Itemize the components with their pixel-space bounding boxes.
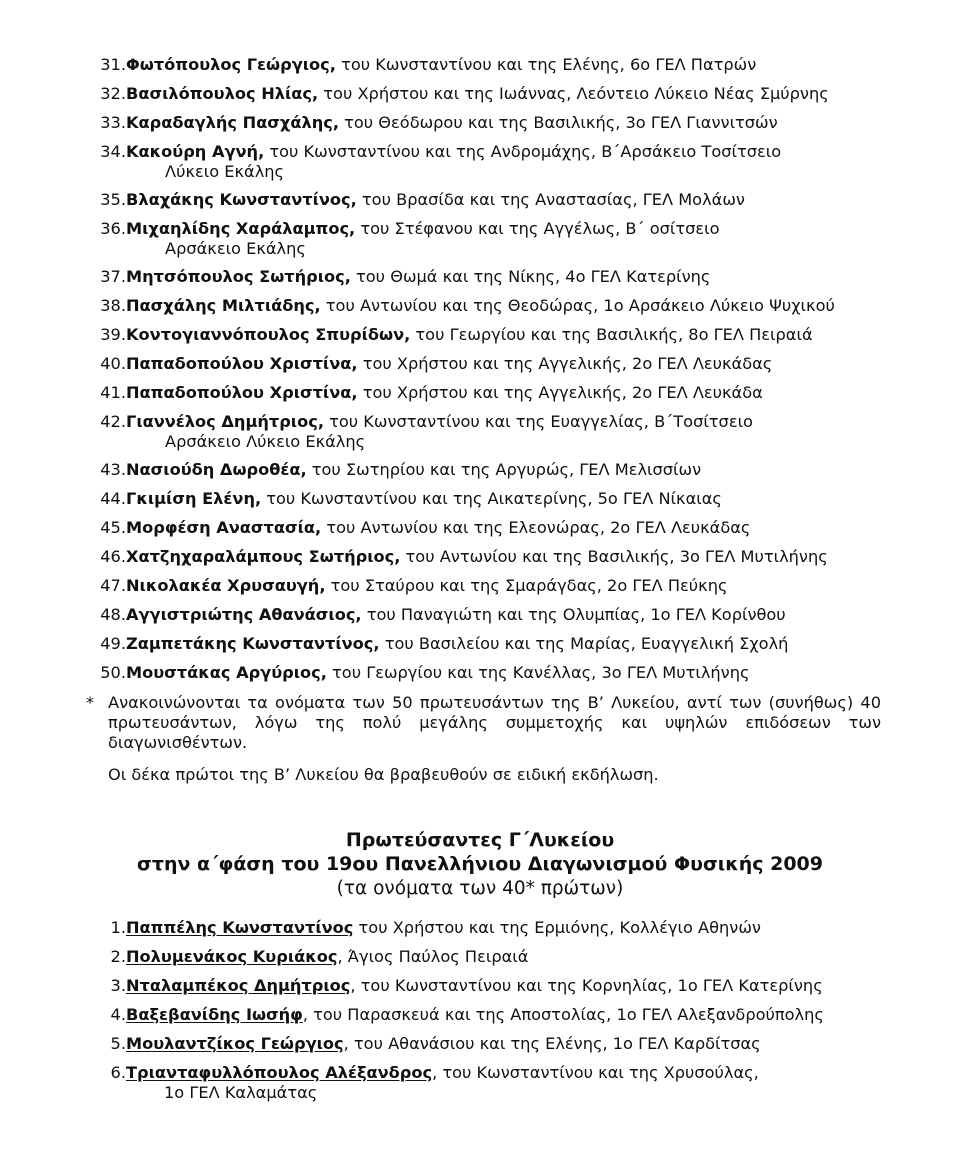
- footnote-star: *: [86, 693, 95, 712]
- list-item: [88, 489, 948, 518]
- person-details: του Χρήστου και της Αγγελικής, 2ο ΓΕΛ Λευκάδα: [357, 383, 763, 402]
- person-details: του Χρήστου και της Ερμιόνης, Κολλέγιο Αθηνών: [353, 918, 761, 937]
- list-item: [96, 1034, 946, 1063]
- list-item: [88, 113, 948, 142]
- list-item: [96, 1005, 946, 1034]
- person-details: του Αντωνίου και της Θεοδώρας, 1ο Αρσάκειο Λύκειο Ψυχικού: [320, 296, 835, 315]
- list-item: [88, 267, 948, 296]
- item-number: 48.: [100, 605, 126, 624]
- person-details: του Χρήστου και της Ιωάννας, Λεόντειο Λύκειο Νέας Σμύρνης: [318, 84, 829, 103]
- item-number: 41.: [100, 383, 126, 402]
- person-details: , Άγιος Παύλος Πειραιά: [337, 947, 529, 966]
- person-details: , του Παρασκευά και της Αποστολίας, 1ο ΓΕΛ Αλεξανδρούπολης: [302, 1005, 824, 1024]
- person-name: Βαξεβανίδης Ιωσήφ: [126, 1005, 303, 1024]
- item-number: 39.: [100, 325, 126, 344]
- section-heading-note: (τα ονόματα των 40* πρώτων): [336, 878, 624, 899]
- person-details: του Γεωργίου και της Κανέλλας, 3ο ΓΕΛ Μυτιλήνης: [326, 663, 750, 682]
- person-name: Βασιλόπουλος Ηλίας,: [126, 84, 319, 103]
- person-details: , του Κωνσταντίνου και της Χρυσούλας,: [432, 1063, 759, 1082]
- person-name: Πασχάλης Μιλτιάδης,: [126, 296, 321, 315]
- person-details: του Βασιλείου και της Μαρίας, Ευαγγελική Σχολή: [379, 634, 789, 653]
- person-details: του Θεόδωρου και της Βασιλικής, 3ο ΓΕΛ Γιαννιτσών: [339, 113, 778, 132]
- person-name: Νασιούδη Δωροθέα,: [126, 460, 307, 479]
- section-heading-subtitle: στην α΄φάση του 19ου Πανελλήνιου Διαγωνισμού Φυσικής 2009: [137, 853, 823, 875]
- person-name: Κοντογιαννόπουλος Σπυρίδων,: [126, 325, 411, 344]
- person-name: Μουστάκας Αργύριος,: [126, 663, 327, 682]
- item-number: 5.: [110, 1034, 126, 1053]
- footnote: [86, 693, 881, 753]
- list-item: [88, 190, 948, 219]
- list-item: [96, 918, 946, 947]
- list-item: [96, 1063, 946, 1111]
- item-number: 43.: [100, 460, 126, 479]
- person-name: Γκιμίση Ελένη,: [126, 489, 262, 508]
- person-details-continued: Αρσάκειο Εκάλης: [165, 239, 306, 258]
- person-name: Τριανταφυλλόπουλος Αλέξανδρος: [126, 1063, 433, 1082]
- person-name: Φωτόπουλος Γεώργιος,: [126, 55, 336, 74]
- item-number: 47.: [100, 576, 126, 595]
- item-number: 4.: [110, 1005, 126, 1024]
- item-number: 6.: [110, 1063, 126, 1082]
- person-name: Παπαδοπούλου Χριστίνα,: [126, 383, 358, 402]
- list-item: [88, 142, 948, 190]
- person-details-continued: Αρσάκειο Λύκειο Εκάλης: [165, 432, 366, 451]
- person-details: , του Αθανάσιου και της Ελένης, 1ο ΓΕΛ Καρδίτσας: [343, 1034, 761, 1053]
- list-item: [88, 460, 948, 489]
- list-item: [88, 605, 948, 634]
- list-item: [88, 547, 948, 576]
- person-name: Μορφέση Αναστασία,: [126, 518, 322, 537]
- person-details: του Σταύρου και της Σμαράγδας, 2ο ΓΕΛ Πεύκης: [325, 576, 728, 595]
- item-number: 46.: [100, 547, 126, 566]
- list-item: [88, 84, 948, 113]
- person-name: Αγγιστριώτης Αθανάσιος,: [126, 605, 362, 624]
- item-number: 42.: [100, 412, 126, 431]
- person-name: Νικολακέα Χρυσαυγή,: [126, 576, 326, 595]
- item-number: 40.: [100, 354, 126, 373]
- item-number: 36.: [100, 219, 126, 238]
- person-name: Μιχαηλίδης Χαράλαμπος,: [126, 219, 356, 238]
- item-number: 32.: [100, 84, 126, 103]
- person-details: του Βρασίδα και της Αναστασίας, ΓΕΛ Μολάων: [356, 190, 745, 209]
- person-name: Νταλαμπέκος Δημήτριος: [126, 976, 351, 995]
- list-item: [88, 412, 948, 460]
- item-number: 37.: [100, 267, 126, 286]
- person-name: Χατζηχαραλάμπους Σωτήριος,: [126, 547, 401, 566]
- person-details: , του Κωνσταντίνου και της Κορνηλίας, 1ο ΓΕΛ Κατερίνης: [350, 976, 823, 995]
- person-details: του Παναγιώτη και της Ολυμπίας, 1ο ΓΕΛ Κορίνθου: [361, 605, 786, 624]
- winners-list-b-lyceum: [88, 55, 948, 692]
- person-name: Βλαχάκης Κωνσταντίνος,: [126, 190, 357, 209]
- list-item: [88, 296, 948, 325]
- list-item: [88, 576, 948, 605]
- item-number: 38.: [100, 296, 126, 315]
- item-number: 44.: [100, 489, 126, 508]
- section-heading-title: Πρωτεύσαντες Γ΄Λυκείου: [345, 829, 615, 851]
- person-details: του Στέφανου και της Αγγέλως, Β΄ οσίτσειο: [355, 219, 720, 238]
- person-name: Κακούρη Αγνή,: [126, 142, 265, 161]
- item-number: 35.: [100, 190, 126, 209]
- person-details-continued: 1ο ΓΕΛ Καλαμάτας: [164, 1083, 318, 1102]
- person-name: Καραδαγλής Πασχάλης,: [126, 113, 339, 132]
- person-details: του Κωνσταντίνου και της Ανδρομάχης, Β΄Αρσάκειο Τοσίτσειο: [264, 142, 782, 161]
- item-number: 1.: [110, 918, 126, 937]
- item-number: 2.: [110, 947, 126, 966]
- person-name: Γιαννέλος Δημήτριος,: [126, 412, 324, 431]
- list-item: [88, 325, 948, 354]
- person-details: του Σωτηρίου και της Αργυρώς, ΓΕΛ Μελισσίων: [306, 460, 702, 479]
- person-name: Παπαδοπούλου Χριστίνα,: [126, 354, 358, 373]
- person-details: του Κωνσταντίνου και της Ελένης, 6ο ΓΕΛ Πατρών: [335, 55, 757, 74]
- list-item: [88, 383, 948, 412]
- item-number: 50.: [100, 663, 126, 682]
- list-item: [88, 219, 948, 267]
- list-item: [88, 663, 948, 692]
- person-name: Παππέλης Κωνσταντίνος: [126, 918, 354, 937]
- winners-list-c-lyceum: [96, 918, 946, 1111]
- list-item: [88, 55, 948, 84]
- person-name: Μουλαντζίκος Γεώργιος: [126, 1034, 344, 1053]
- list-item: [88, 354, 948, 383]
- item-number: 31.: [100, 55, 126, 74]
- person-details: του Αντωνίου και της Ελεονώρας, 2ο ΓΕΛ Λευκάδας: [321, 518, 751, 537]
- list-item: [96, 947, 946, 976]
- item-number: 45.: [100, 518, 126, 537]
- award-note: Οι δέκα πρώτοι της Β’ Λυκείου θα βραβευθούν σε ειδική εκδήλωση.: [108, 765, 659, 784]
- person-name: Πολυμενάκος Κυριάκος: [126, 947, 338, 966]
- item-number: 34.: [100, 142, 126, 161]
- list-item: [88, 634, 948, 663]
- person-details-continued: Λύκειο Εκάλης: [165, 162, 285, 181]
- person-name: Ζαμπετάκης Κωνσταντίνος,: [126, 634, 380, 653]
- person-details: του Θωμά και της Νίκης, 4ο ΓΕΛ Κατερίνης: [350, 267, 711, 286]
- item-number: 3.: [110, 976, 126, 995]
- list-item: [88, 518, 948, 547]
- item-number: 49.: [100, 634, 126, 653]
- person-details: του Κωνσταντίνου και της Ευαγγελίας, Β΄Τοσίτσειο: [323, 412, 753, 431]
- list-item: [96, 976, 946, 1005]
- person-details: του Αντωνίου και της Βασιλικής, 3ο ΓΕΛ Μυτιλήνης: [400, 547, 828, 566]
- item-number: 33.: [100, 113, 126, 132]
- person-details: του Κωνσταντίνου και της Αικατερίνης, 5ο ΓΕΛ Νίκαιας: [261, 489, 722, 508]
- person-name: Μητσόπουλος Σωτήριος,: [126, 267, 351, 286]
- footnote-text: Ανακοινώνονται τα ονόματα των 50 πρωτευσάντων της Β’ Λυκείου, αντί των (συνήθως) 40 πρωτευσάντων, λόγω της πολύ μεγάλης συμμετοχής και υψηλών επιδόσεων των διαγωνισθέντων.: [108, 693, 881, 752]
- person-details: του Χρήστου και της Αγγελικής, 2ο ΓΕΛ Λευκάδας: [357, 354, 773, 373]
- person-details: του Γεωργίου και της Βασιλικής, 8ο ΓΕΛ Πειραιά: [410, 325, 813, 344]
